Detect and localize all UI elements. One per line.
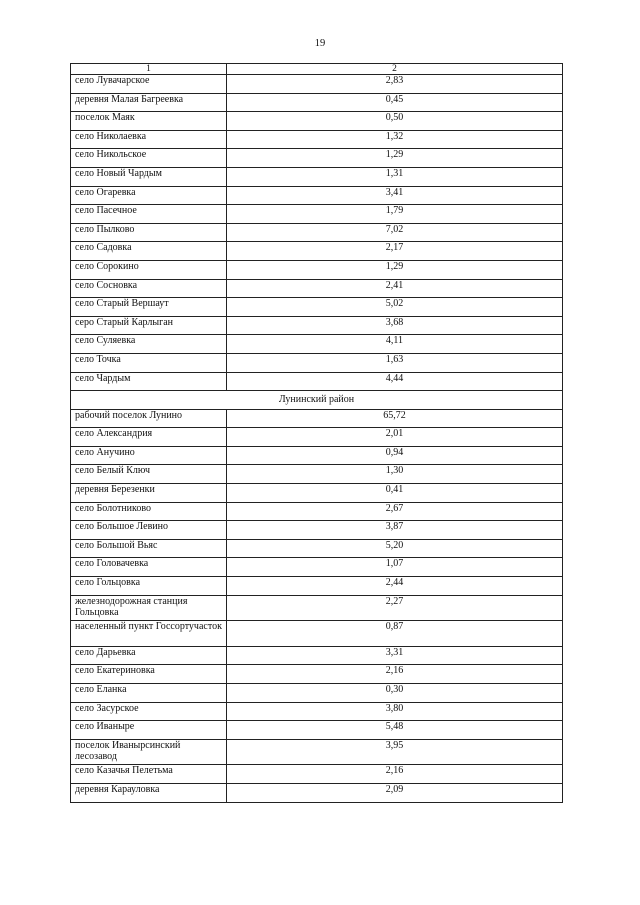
settlement-name: село Головачевка bbox=[71, 558, 227, 577]
settlement-value: 1,32 bbox=[227, 130, 563, 149]
settlement-name: село Дарьевка bbox=[71, 646, 227, 665]
table-row bbox=[71, 428, 563, 447]
settlement-value: 0,30 bbox=[227, 684, 563, 703]
settlement-name: деревня Малая Багреевка bbox=[71, 93, 227, 112]
settlement-value: 1,63 bbox=[227, 353, 563, 372]
table-row bbox=[71, 484, 563, 503]
column-header-1: 1 bbox=[71, 64, 227, 75]
settlement-value: 2,16 bbox=[227, 765, 563, 784]
settlement-name: село Чардым bbox=[71, 372, 227, 391]
table-row bbox=[71, 75, 563, 94]
table-row bbox=[71, 205, 563, 224]
settlement-name: село Огаревка bbox=[71, 186, 227, 205]
settlement-value: 7,02 bbox=[227, 223, 563, 242]
table-row bbox=[71, 372, 563, 391]
table-row bbox=[71, 739, 563, 765]
table-row bbox=[71, 316, 563, 335]
settlement-value: 0,87 bbox=[227, 621, 563, 647]
settlement-name: село Екатериновка bbox=[71, 665, 227, 684]
table-row bbox=[71, 684, 563, 703]
settlement-value: 1,31 bbox=[227, 167, 563, 186]
settlement-name: село Казачья Пелетьма bbox=[71, 765, 227, 784]
table-row bbox=[71, 223, 563, 242]
table-row bbox=[71, 765, 563, 784]
settlement-name: село Садовка bbox=[71, 242, 227, 261]
settlement-value: 2,09 bbox=[227, 783, 563, 802]
settlement-name: железнодорожная станция Гольцовка bbox=[71, 595, 227, 621]
settlement-name: деревня Карауловка bbox=[71, 783, 227, 802]
table-row bbox=[71, 702, 563, 721]
settlement-name: поселок Иванырсинский лесозавод bbox=[71, 739, 227, 765]
settlement-value: 1,07 bbox=[227, 558, 563, 577]
table-row bbox=[71, 502, 563, 521]
settlement-name: село Лувачарское bbox=[71, 75, 227, 94]
settlement-name: село Большое Левино bbox=[71, 521, 227, 540]
table-row bbox=[71, 539, 563, 558]
column-header-2: 2 bbox=[227, 64, 563, 75]
table-row bbox=[71, 465, 563, 484]
table-row bbox=[71, 577, 563, 596]
table-row bbox=[71, 93, 563, 112]
section-title: Лунинский район bbox=[71, 391, 563, 410]
settlement-name: село Большой Вьяс bbox=[71, 539, 227, 558]
table-row bbox=[71, 149, 563, 168]
settlement-name: село Никольское bbox=[71, 149, 227, 168]
settlement-value: 3,95 bbox=[227, 739, 563, 765]
settlement-value: 4,44 bbox=[227, 372, 563, 391]
settlement-value: 0,50 bbox=[227, 112, 563, 131]
page-number: 19 bbox=[314, 38, 326, 49]
settlement-name: поселок Маяк bbox=[71, 112, 227, 131]
settlement-name: село Еланка bbox=[71, 684, 227, 703]
settlement-name: серо Старый Карлыган bbox=[71, 316, 227, 335]
settlement-value: 2,27 bbox=[227, 595, 563, 621]
table-row bbox=[71, 112, 563, 131]
settlement-value: 2,41 bbox=[227, 279, 563, 298]
table-row bbox=[71, 260, 563, 279]
settlement-value: 3,31 bbox=[227, 646, 563, 665]
table-row bbox=[71, 621, 563, 647]
settlement-name: село Засурское bbox=[71, 702, 227, 721]
settlement-name: село Новый Чардым bbox=[71, 167, 227, 186]
table-row bbox=[71, 167, 563, 186]
table-row bbox=[71, 335, 563, 354]
table-row bbox=[71, 279, 563, 298]
settlement-name: село Иваныре bbox=[71, 721, 227, 740]
table-row bbox=[71, 130, 563, 149]
settlement-name: рабочий поселок Лунино bbox=[71, 409, 227, 428]
table-header-row bbox=[71, 64, 563, 75]
settlement-value: 2,16 bbox=[227, 665, 563, 684]
settlement-name: село Анучино bbox=[71, 446, 227, 465]
settlement-value: 4,11 bbox=[227, 335, 563, 354]
settlement-value: 1,29 bbox=[227, 149, 563, 168]
settlement-value: 1,30 bbox=[227, 465, 563, 484]
settlement-value: 0,94 bbox=[227, 446, 563, 465]
settlement-name: населенный пункт Госсортучасток bbox=[71, 621, 227, 647]
table-row bbox=[71, 646, 563, 665]
table-row bbox=[71, 558, 563, 577]
settlement-name: село Гольцовка bbox=[71, 577, 227, 596]
settlement-value: 2,44 bbox=[227, 577, 563, 596]
settlement-value: 2,83 bbox=[227, 75, 563, 94]
settlement-value: 5,20 bbox=[227, 539, 563, 558]
table-row bbox=[71, 298, 563, 317]
settlement-value: 5,02 bbox=[227, 298, 563, 317]
table-row bbox=[71, 446, 563, 465]
settlement-value: 0,45 bbox=[227, 93, 563, 112]
table-row bbox=[71, 721, 563, 740]
settlement-name: село Точка bbox=[71, 353, 227, 372]
settlement-name: село Пасечное bbox=[71, 205, 227, 224]
table-row bbox=[71, 665, 563, 684]
settlement-value: 5,48 bbox=[227, 721, 563, 740]
settlement-name: село Сорокино bbox=[71, 260, 227, 279]
data-table bbox=[70, 63, 563, 803]
settlement-value: 3,68 bbox=[227, 316, 563, 335]
settlement-name: село Болотниково bbox=[71, 502, 227, 521]
settlement-name: село Александрия bbox=[71, 428, 227, 447]
settlement-name: деревня Березенки bbox=[71, 484, 227, 503]
settlement-value: 2,01 bbox=[227, 428, 563, 447]
settlement-value: 1,79 bbox=[227, 205, 563, 224]
settlement-name: село Николаевка bbox=[71, 130, 227, 149]
settlement-value: 1,29 bbox=[227, 260, 563, 279]
section-row bbox=[71, 391, 563, 410]
table-row bbox=[71, 595, 563, 621]
table-row bbox=[71, 186, 563, 205]
settlement-value: 3,80 bbox=[227, 702, 563, 721]
settlement-name: село Белый Ключ bbox=[71, 465, 227, 484]
table-row bbox=[71, 409, 563, 428]
settlement-value: 0,41 bbox=[227, 484, 563, 503]
settlement-value: 3,87 bbox=[227, 521, 563, 540]
settlement-name: село Суляевка bbox=[71, 335, 227, 354]
settlement-name: село Старый Вершаут bbox=[71, 298, 227, 317]
settlement-name: село Пылково bbox=[71, 223, 227, 242]
settlement-value: 2,67 bbox=[227, 502, 563, 521]
settlement-name: село Сосновка bbox=[71, 279, 227, 298]
settlement-value: 65,72 bbox=[227, 409, 563, 428]
table-row bbox=[71, 242, 563, 261]
table-row bbox=[71, 353, 563, 372]
table-row bbox=[71, 521, 563, 540]
settlement-value: 2,17 bbox=[227, 242, 563, 261]
settlement-value: 3,41 bbox=[227, 186, 563, 205]
table-row bbox=[71, 783, 563, 802]
